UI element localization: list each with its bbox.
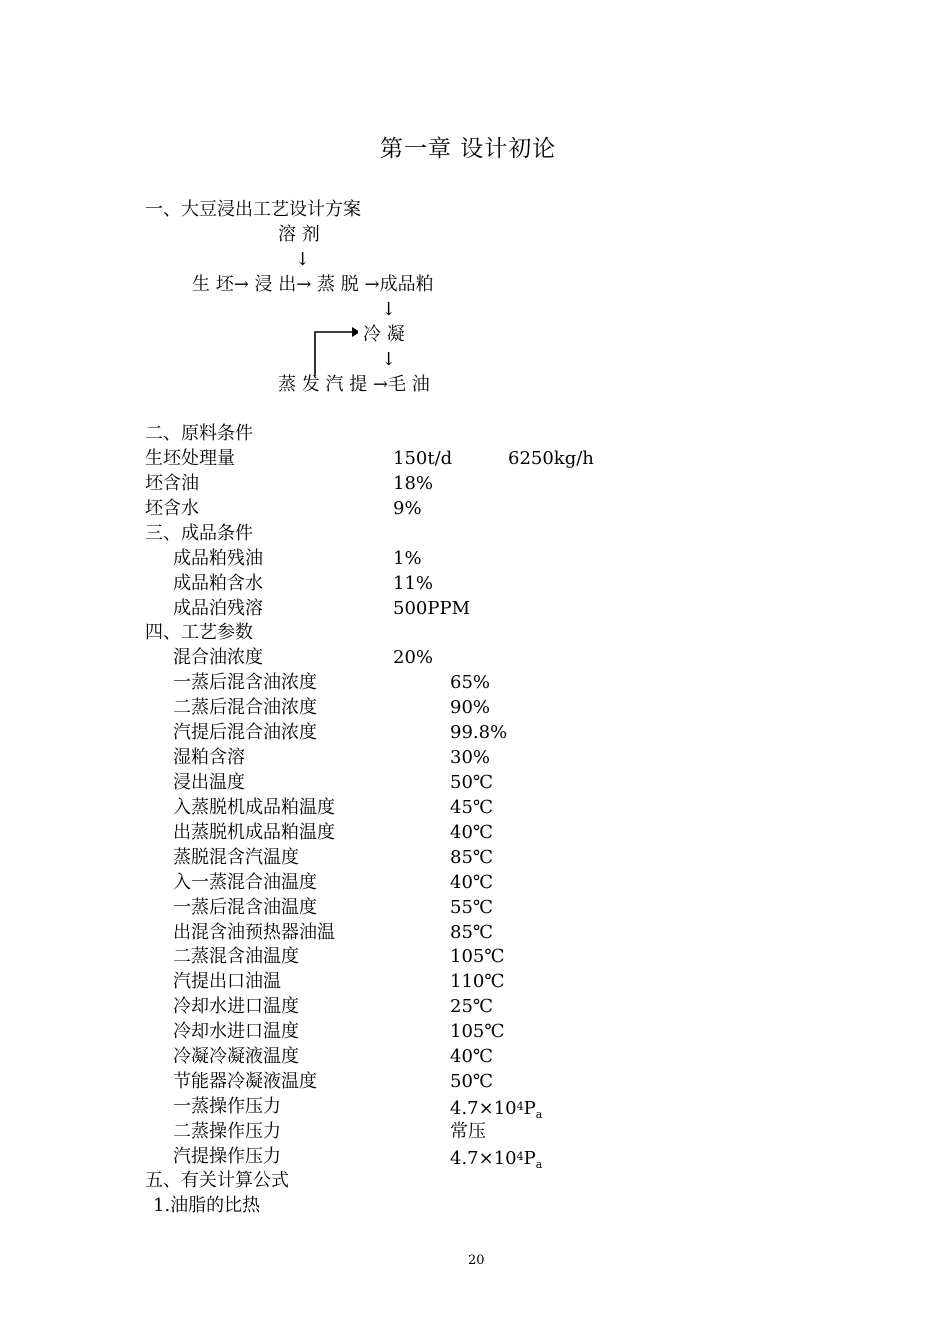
row-value: 65% [450, 672, 491, 693]
section5-heading: 五、有关计算公式 [145, 1170, 289, 1191]
row-label: 坯含油 [145, 473, 199, 494]
row-label: 节能器冷凝液温度 [173, 1071, 317, 1092]
row-label: 一蒸操作压力 [173, 1096, 281, 1117]
row-label: 二蒸混含油温度 [173, 946, 299, 967]
row-label: 冷却水进口温度 [173, 1021, 299, 1042]
row-value: 110℃ [450, 971, 505, 992]
row-label: 入蒸脱机成品粕温度 [173, 797, 335, 818]
pressure-exponent: 4 [516, 1150, 524, 1163]
row-label: 一蒸后混含油浓度 [173, 672, 317, 693]
row-value: 500PPM [393, 598, 471, 619]
row-label: 出蒸脱机成品粕温度 [173, 822, 335, 843]
flow-recycle-arrow [308, 322, 358, 378]
row-value: 150t/d [393, 448, 453, 469]
pressure-mantissa: 4.7×10 [450, 1148, 517, 1169]
row-value-2: 6250kg/h [508, 448, 594, 469]
pressure-unit-sub: a [535, 1158, 543, 1171]
row-value: 90% [450, 697, 491, 718]
flow-arrow-down-1: ↓ [295, 249, 311, 270]
flow-row-bottom: 蒸 发 汽 提 →毛 油 [278, 374, 430, 395]
pressure-unit: P [523, 1098, 536, 1119]
flow-condense: 冷 凝 [363, 324, 405, 345]
row-label: 成品粕含水 [173, 573, 263, 594]
formula-item: 1.油脂的比热 [153, 1195, 261, 1216]
row-value: 11% [393, 573, 434, 594]
row-label: 汽提出口油温 [173, 971, 281, 992]
section2-heading: 二、原料条件 [145, 423, 253, 444]
row-label: 汽提后混合油浓度 [173, 722, 317, 743]
row-value: 55℃ [450, 897, 494, 918]
row-value: 25℃ [450, 996, 494, 1017]
chapter-title: 第一章 设计初论 [380, 136, 557, 162]
row-label: 湿粕含溶 [173, 747, 245, 768]
pressure-unit: P [523, 1148, 536, 1169]
row-label: 生坯处理量 [145, 448, 235, 469]
row-label: 浸出温度 [173, 772, 245, 793]
flow-arrow-down-2: ↓ [381, 299, 397, 320]
row-value: 105℃ [450, 1021, 505, 1042]
row-label: 冷凝冷凝液温度 [173, 1046, 299, 1067]
row-label: 二蒸后混合油浓度 [173, 697, 317, 718]
row-value: 45℃ [450, 797, 494, 818]
row-value: 50℃ [450, 772, 494, 793]
pressure-value [450, 1145, 542, 1177]
flow-solvent: 溶 剂 [278, 224, 320, 245]
row-label: 混合油浓度 [173, 647, 263, 668]
row-value: 85℃ [450, 847, 494, 868]
flow-row-main: 生 坯→ 浸 出→ 蒸 脱 →成品粕 [192, 274, 434, 295]
row-label: 出混含油预热器油温 [173, 922, 335, 943]
row-value: 30% [450, 747, 491, 768]
pressure-exponent: 4 [516, 1100, 524, 1113]
row-value: 9% [393, 498, 422, 519]
row-value: 50℃ [450, 1071, 494, 1092]
row-label: 汽提操作压力 [173, 1146, 281, 1167]
row-value: 40℃ [450, 1046, 494, 1067]
section4-heading: 四、工艺参数 [145, 622, 253, 643]
row-value: 85℃ [450, 922, 494, 943]
row-value: 105℃ [450, 946, 505, 967]
pressure-unit-sub: a [535, 1108, 543, 1121]
section3-heading: 三、成品条件 [145, 523, 253, 544]
row-label: 蒸脱混含汽温度 [173, 847, 299, 868]
row-value: 99.8% [450, 722, 508, 743]
page-number: 20 [468, 1253, 485, 1268]
row-label: 冷却水进口温度 [173, 996, 299, 1017]
pressure-mantissa: 4.7×10 [450, 1098, 517, 1119]
row-value: 1% [393, 548, 422, 569]
row-label: 坯含水 [145, 498, 199, 519]
row-label: 一蒸后混含油温度 [173, 897, 317, 918]
row-value: 40℃ [450, 822, 494, 843]
row-value: 40℃ [450, 872, 494, 893]
section1-heading: 一、大豆浸出工艺设计方案 [145, 199, 361, 220]
row-value: 20% [393, 647, 434, 668]
row-label: 成品泊残溶 [173, 598, 263, 619]
row-label: 入一蒸混合油温度 [173, 872, 317, 893]
row-value: 常压 [450, 1121, 486, 1142]
row-label: 二蒸操作压力 [173, 1121, 281, 1142]
row-label: 成品粕残油 [173, 548, 263, 569]
flow-arrow-down-3: ↓ [381, 349, 397, 370]
row-value: 18% [393, 473, 434, 494]
